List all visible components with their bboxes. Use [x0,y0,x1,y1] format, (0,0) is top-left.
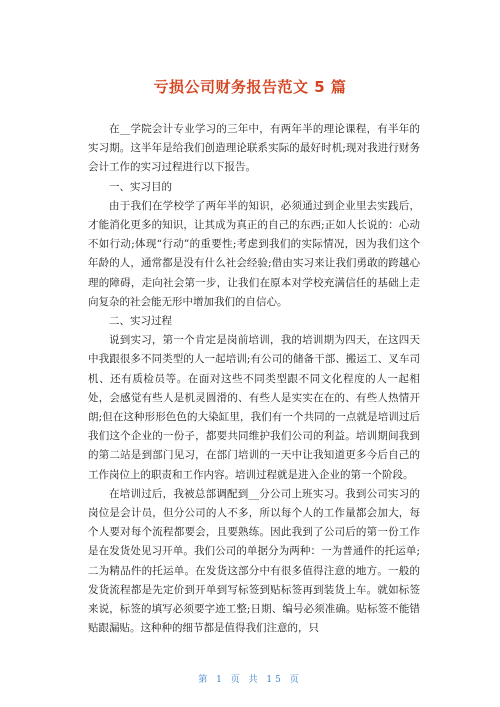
section-heading-process: 二、实习过程 [109,315,172,328]
page-title: 亏损公司财务报告范文 5 篇 [153,78,347,96]
paragraph-purpose: 由于我们在学校学了两年半的知识，必须通过到企业里去实践后，才能消化更多的知识，让其成为真正的自己的东西;正如人长说的：心动不如行动;体现“行动”的重要性;考虑到我们的实际情况，因为我们这个年龄的人，通常都是没有什么社会经验;借由实习来让我们勇敢的跨越心理的障碍，走向社会第一步，让我们在原本对学校充满信任的基础上走向复杂的社会能无形中增加我们的自信心。 [88,199,420,308]
paragraph-intro: 在__学院会计专业学习的三年中，有两年半的理论课程，有半年的实习期。这半年是给我们创造理论联系实际的最好时机;现对我进行财务会计工作的实习过程进行以下报告。 [88,123,420,174]
paragraph-training: 说到实习，第一个肯定是岗前培训，我的培训期为四天，在这四天中我跟很多不同类型的人一起培训;有公司的储备干部、搬运工、叉车司机、还有质检员等。在面对这些不同类型跟不同文化程度的人一起相处，会感觉有些人是机灵圆滑的、有些人是实实在在的、有些人热情开朗;但在这种形形色色的大染缸里，我们有一个共同的一点就是培训过后我们这个企业的一份子，都要共同维护我们公司的利益。培训期间我到的第二站是到部门见习，在部门培训的一天中让我知道更多今后自己的工作岗位上的职责和工作内容。培训过程就是进入企业的第一个阶段。 [88,334,420,481]
section-heading-purpose: 一、实习目的 [109,180,172,193]
paragraph-branch: 在培训过后，我被总部调配到__分公司上班实习。我到公司实习的岗位是会计员，但分公司的人不多，所以每个人的工作量都会加大，每个人要对每个流程都要会，且要熟练。因此我到了公司后的第一份工作是在发货处见习开单。我们公司的单据分为两种：一为普通件的托运单;二为精品件的托运单。在发货这部分中有很多值得注意的地方。一般的发货流程都是先定价到开单到写标签到贴标签再到装货上车。就如标签来说，标签的填写必须要字迹工整;日期、编号必须准确。贴标签不能错贴跟漏贴。这种种的细节都是值得我们注意的，只 [88,487,420,635]
page-number: 第 1 页 共 15 页 [198,675,302,685]
document-body [88,120,420,638]
